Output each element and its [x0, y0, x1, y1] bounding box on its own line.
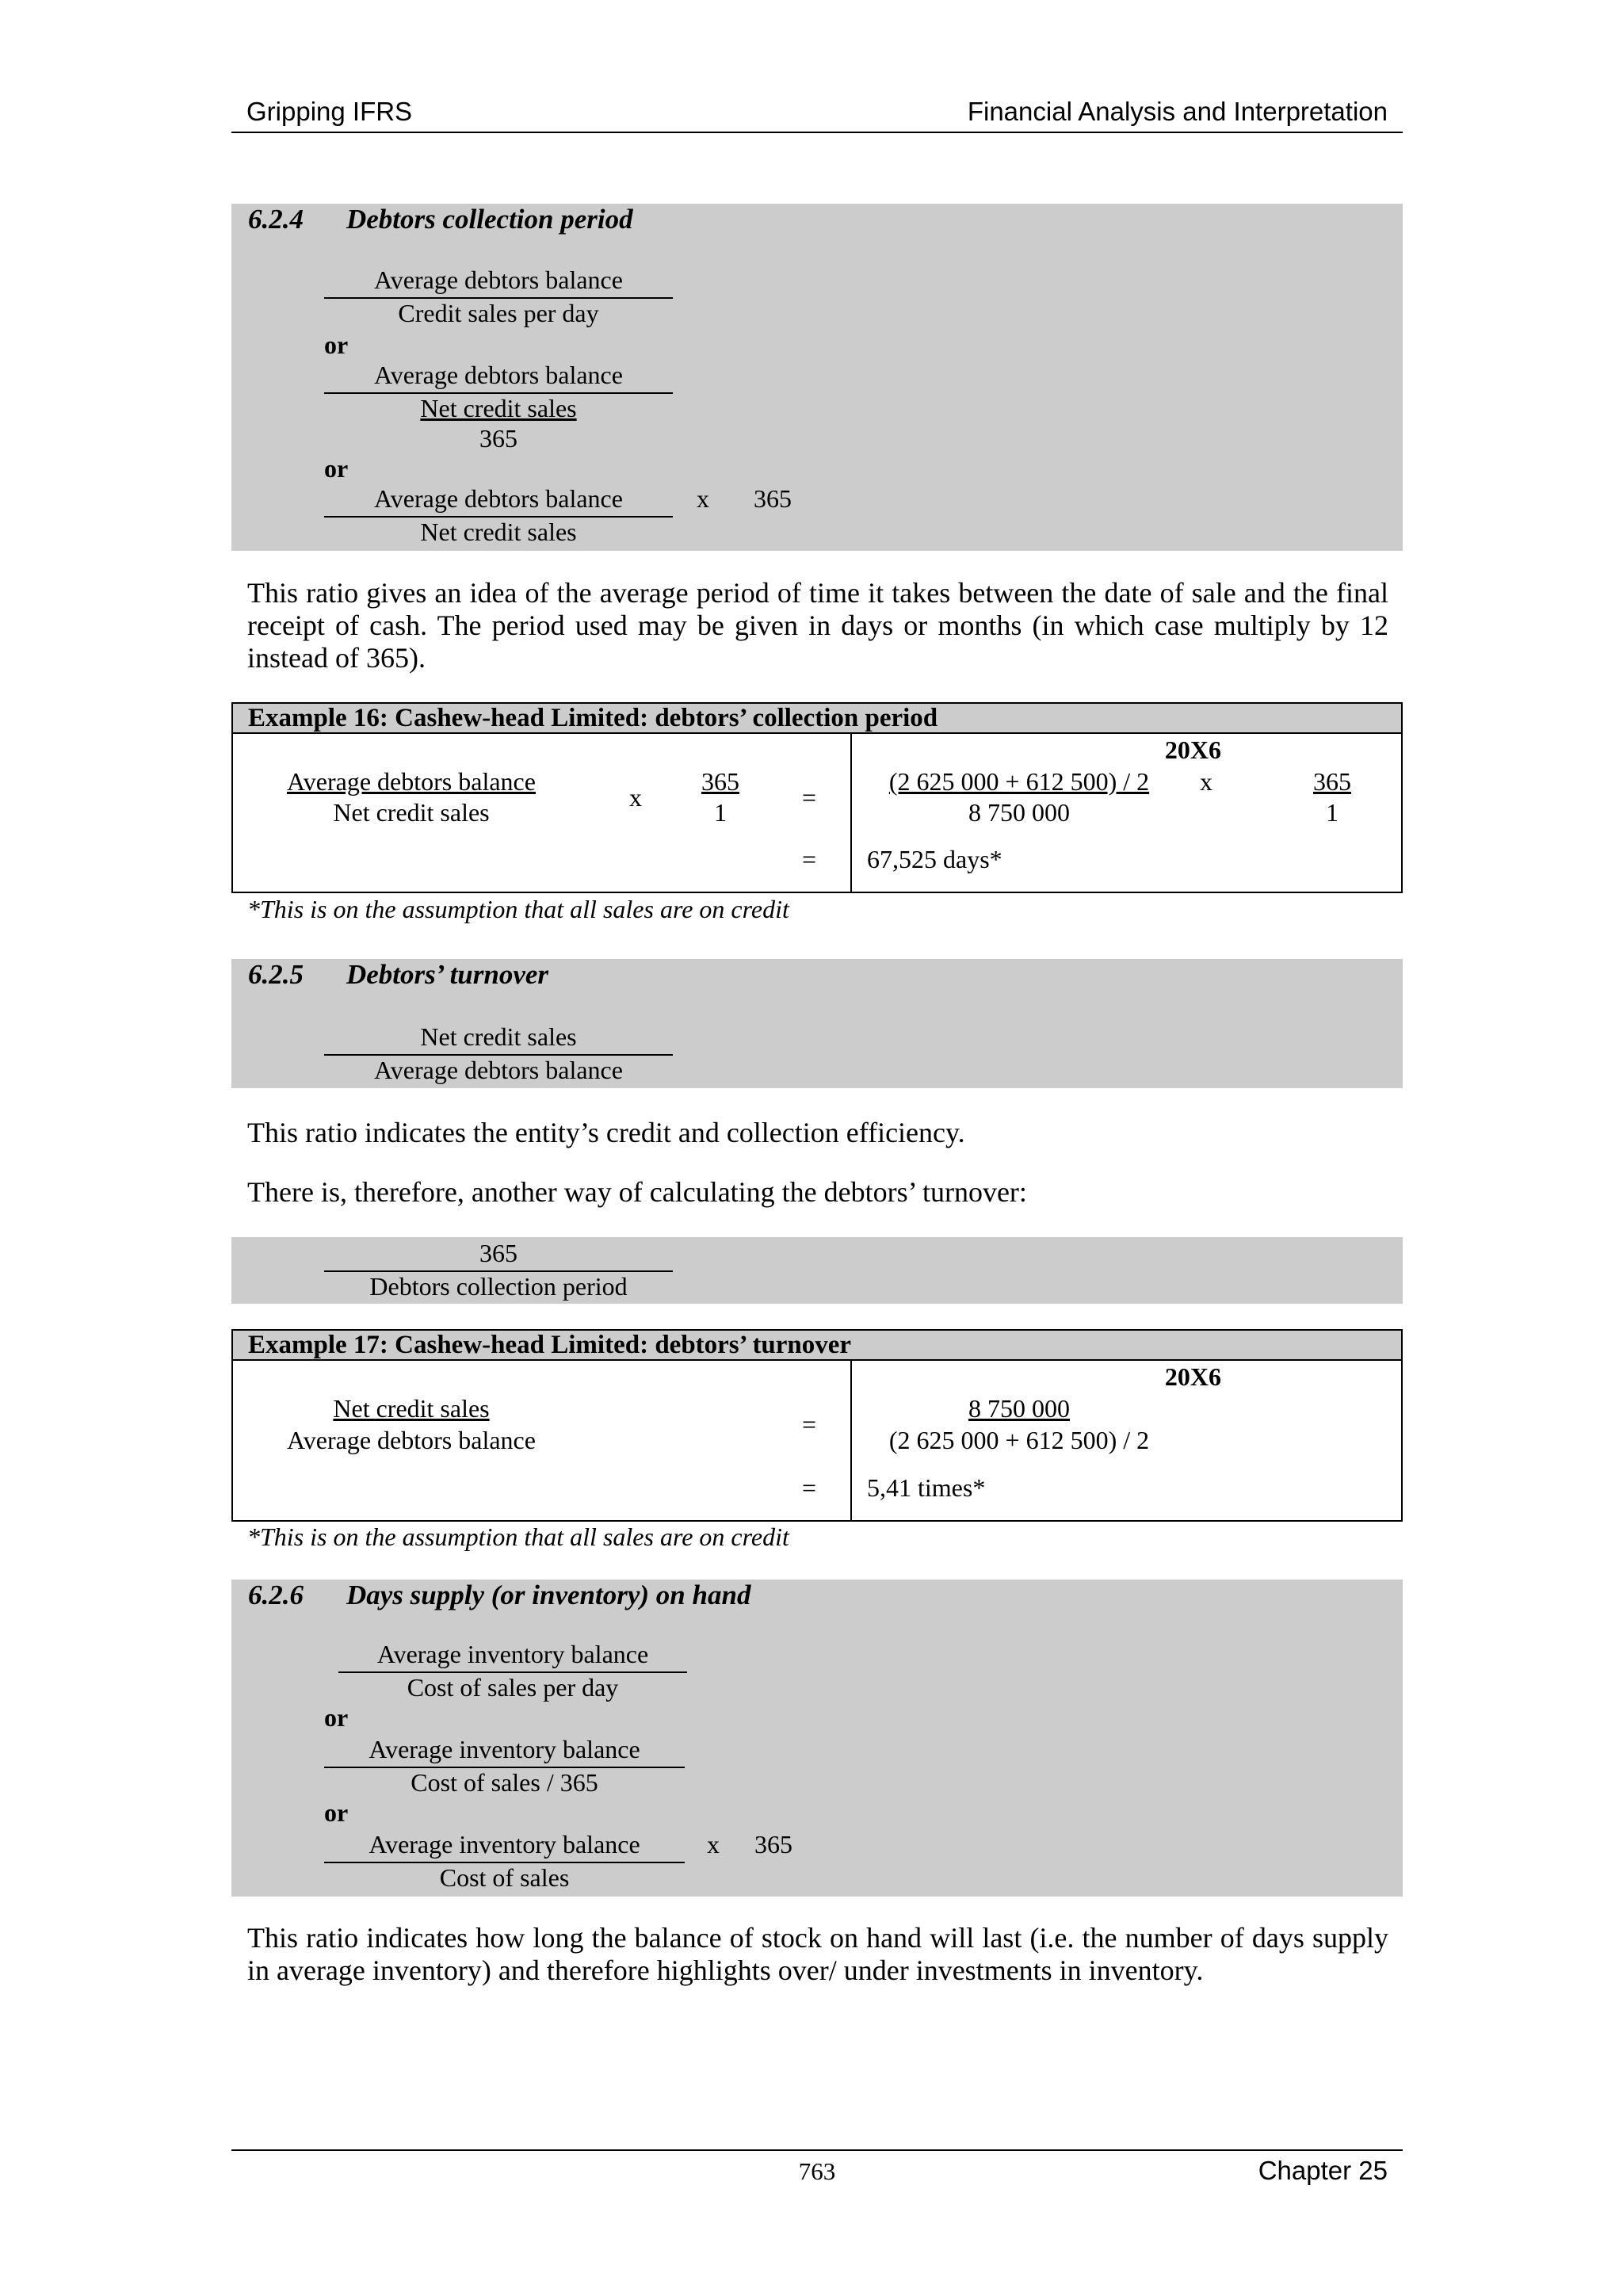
header-book-title: Gripping IFRS [246, 97, 413, 126]
section-title: Debtors collection period [346, 204, 633, 235]
document-page [231, 0, 1403, 2296]
section-6-2-5-box [231, 959, 1403, 1088]
calculation-denominator: 8 750 000 [968, 798, 1070, 827]
multiplier: 365 [754, 1830, 792, 1859]
formula-denominator: Net credit sales [333, 798, 490, 827]
section-heading [248, 959, 548, 991]
example-caption [233, 704, 1401, 734]
section-title: Debtors’ turnover [346, 959, 549, 990]
section-number: 6.2.5 [248, 959, 304, 990]
example-17-table [231, 1329, 1403, 1522]
alternative-formula-box [231, 1237, 1403, 1304]
page-header [231, 97, 1403, 133]
formula-numerator: Average debtors balance [287, 767, 536, 796]
formula-denominator: 365 [479, 424, 517, 453]
column-divider [850, 734, 852, 892]
year-header: 20X6 [1164, 1362, 1221, 1391]
footnote: *This is on the assumption that all sales are on credit [247, 1522, 789, 1551]
section-heading [248, 1580, 750, 1611]
section-number: 6.2.6 [248, 1580, 304, 1610]
formula-numerator: 365 [479, 1239, 517, 1267]
section-title: Days supply (or inventory) on hand [346, 1580, 751, 1610]
multiply-sign: x [697, 484, 709, 513]
paragraph: There is, therefore, another way of calculating the debtors’ turnover: [247, 1176, 1027, 1208]
footnote: *This is on the assumption that all sales are on credit [247, 895, 789, 923]
header-chapter-title: Financial Analysis and Interpretation [967, 97, 1388, 126]
multiply-sign: x [629, 783, 642, 812]
paragraph: This ratio indicates the entity’s credit and collection efficiency. [247, 1117, 965, 1148]
example-caption-text: Example 17: Cashew-head Limited: debtors’ turnover [248, 1331, 852, 1359]
multiply-sign: x [707, 1830, 720, 1859]
equals-sign: = [802, 1410, 817, 1438]
multiplier: 365 [754, 484, 792, 513]
formula-numerator: Average debtors balance [374, 484, 623, 513]
footer-chapter: Chapter 25 [1258, 2156, 1388, 2185]
multiplier-numerator: 365 [701, 767, 739, 796]
multiplier-numerator: 365 [1313, 767, 1351, 796]
paragraph: This ratio indicates how long the balance of stock on hand will last (i.e. the number of days supply in average inventory) and therefore highlights over/ under investments in inventory. [247, 1922, 1388, 1986]
formula-denominator: Cost of sales / 365 [411, 1768, 598, 1797]
multiplier-denominator: 1 [714, 798, 727, 827]
example-caption [233, 1331, 1401, 1361]
example-16-table [231, 702, 1403, 893]
section-heading [248, 204, 633, 235]
result-value: 67,525 days* [867, 845, 1002, 873]
or-label: or [324, 454, 349, 483]
formula-numerator: Average debtors balance [374, 266, 623, 294]
section-number: 6.2.4 [248, 204, 304, 235]
equals-sign: = [802, 1473, 817, 1502]
formula-denominator: Debtors collection period [369, 1272, 628, 1301]
formula-denominator: Cost of sales [439, 1863, 570, 1892]
result-value: 5,41 times* [867, 1473, 986, 1502]
example-caption-text: Example 16: Cashew-head Limited: debtors’ collection period [248, 704, 938, 732]
or-label: or [324, 1798, 349, 1827]
formula-numerator: Net credit sales [420, 1022, 577, 1051]
calculation-numerator: (2 625 000 + 612 500) / 2 [888, 767, 1150, 796]
equals-sign: = [802, 845, 817, 873]
page-footer [231, 2149, 1403, 2191]
section-6-2-4-box [231, 204, 1403, 551]
formula-numerator: Average inventory balance [376, 1640, 649, 1668]
formula-denominator: Credit sales per day [398, 299, 599, 327]
formula-numerator: Net credit sales [333, 1394, 490, 1423]
multiplier-denominator: 1 [1326, 798, 1338, 827]
formula-denominator: Cost of sales per day [407, 1673, 619, 1702]
multiply-sign: x [1200, 767, 1212, 796]
or-label: or [324, 330, 349, 359]
formula-numerator: Average debtors balance [374, 361, 623, 389]
formula-denominator: Average debtors balance [374, 1056, 623, 1084]
formula-sub-numerator: Net credit sales [420, 394, 577, 422]
formula-numerator: Average inventory balance [369, 1830, 640, 1859]
equals-sign: = [802, 783, 817, 812]
column-divider [850, 1361, 852, 1520]
page-number: 763 [798, 2157, 836, 2185]
formula-denominator: Average debtors balance [287, 1426, 536, 1454]
section-6-2-6-box [231, 1580, 1403, 1897]
year-header: 20X6 [1164, 735, 1221, 764]
calculation-numerator: 8 750 000 [968, 1394, 1070, 1423]
formula-numerator: Average inventory balance [369, 1735, 640, 1763]
paragraph: This ratio gives an idea of the average period of time it takes between the date of sale and the final receipt of cash. The period used may be given in days or months (in which case multiply by 12 instead of 365). [247, 577, 1388, 674]
calculation-denominator: (2 625 000 + 612 500) / 2 [888, 1426, 1150, 1454]
formula-denominator: Net credit sales [420, 518, 577, 546]
or-label: or [324, 1703, 349, 1732]
